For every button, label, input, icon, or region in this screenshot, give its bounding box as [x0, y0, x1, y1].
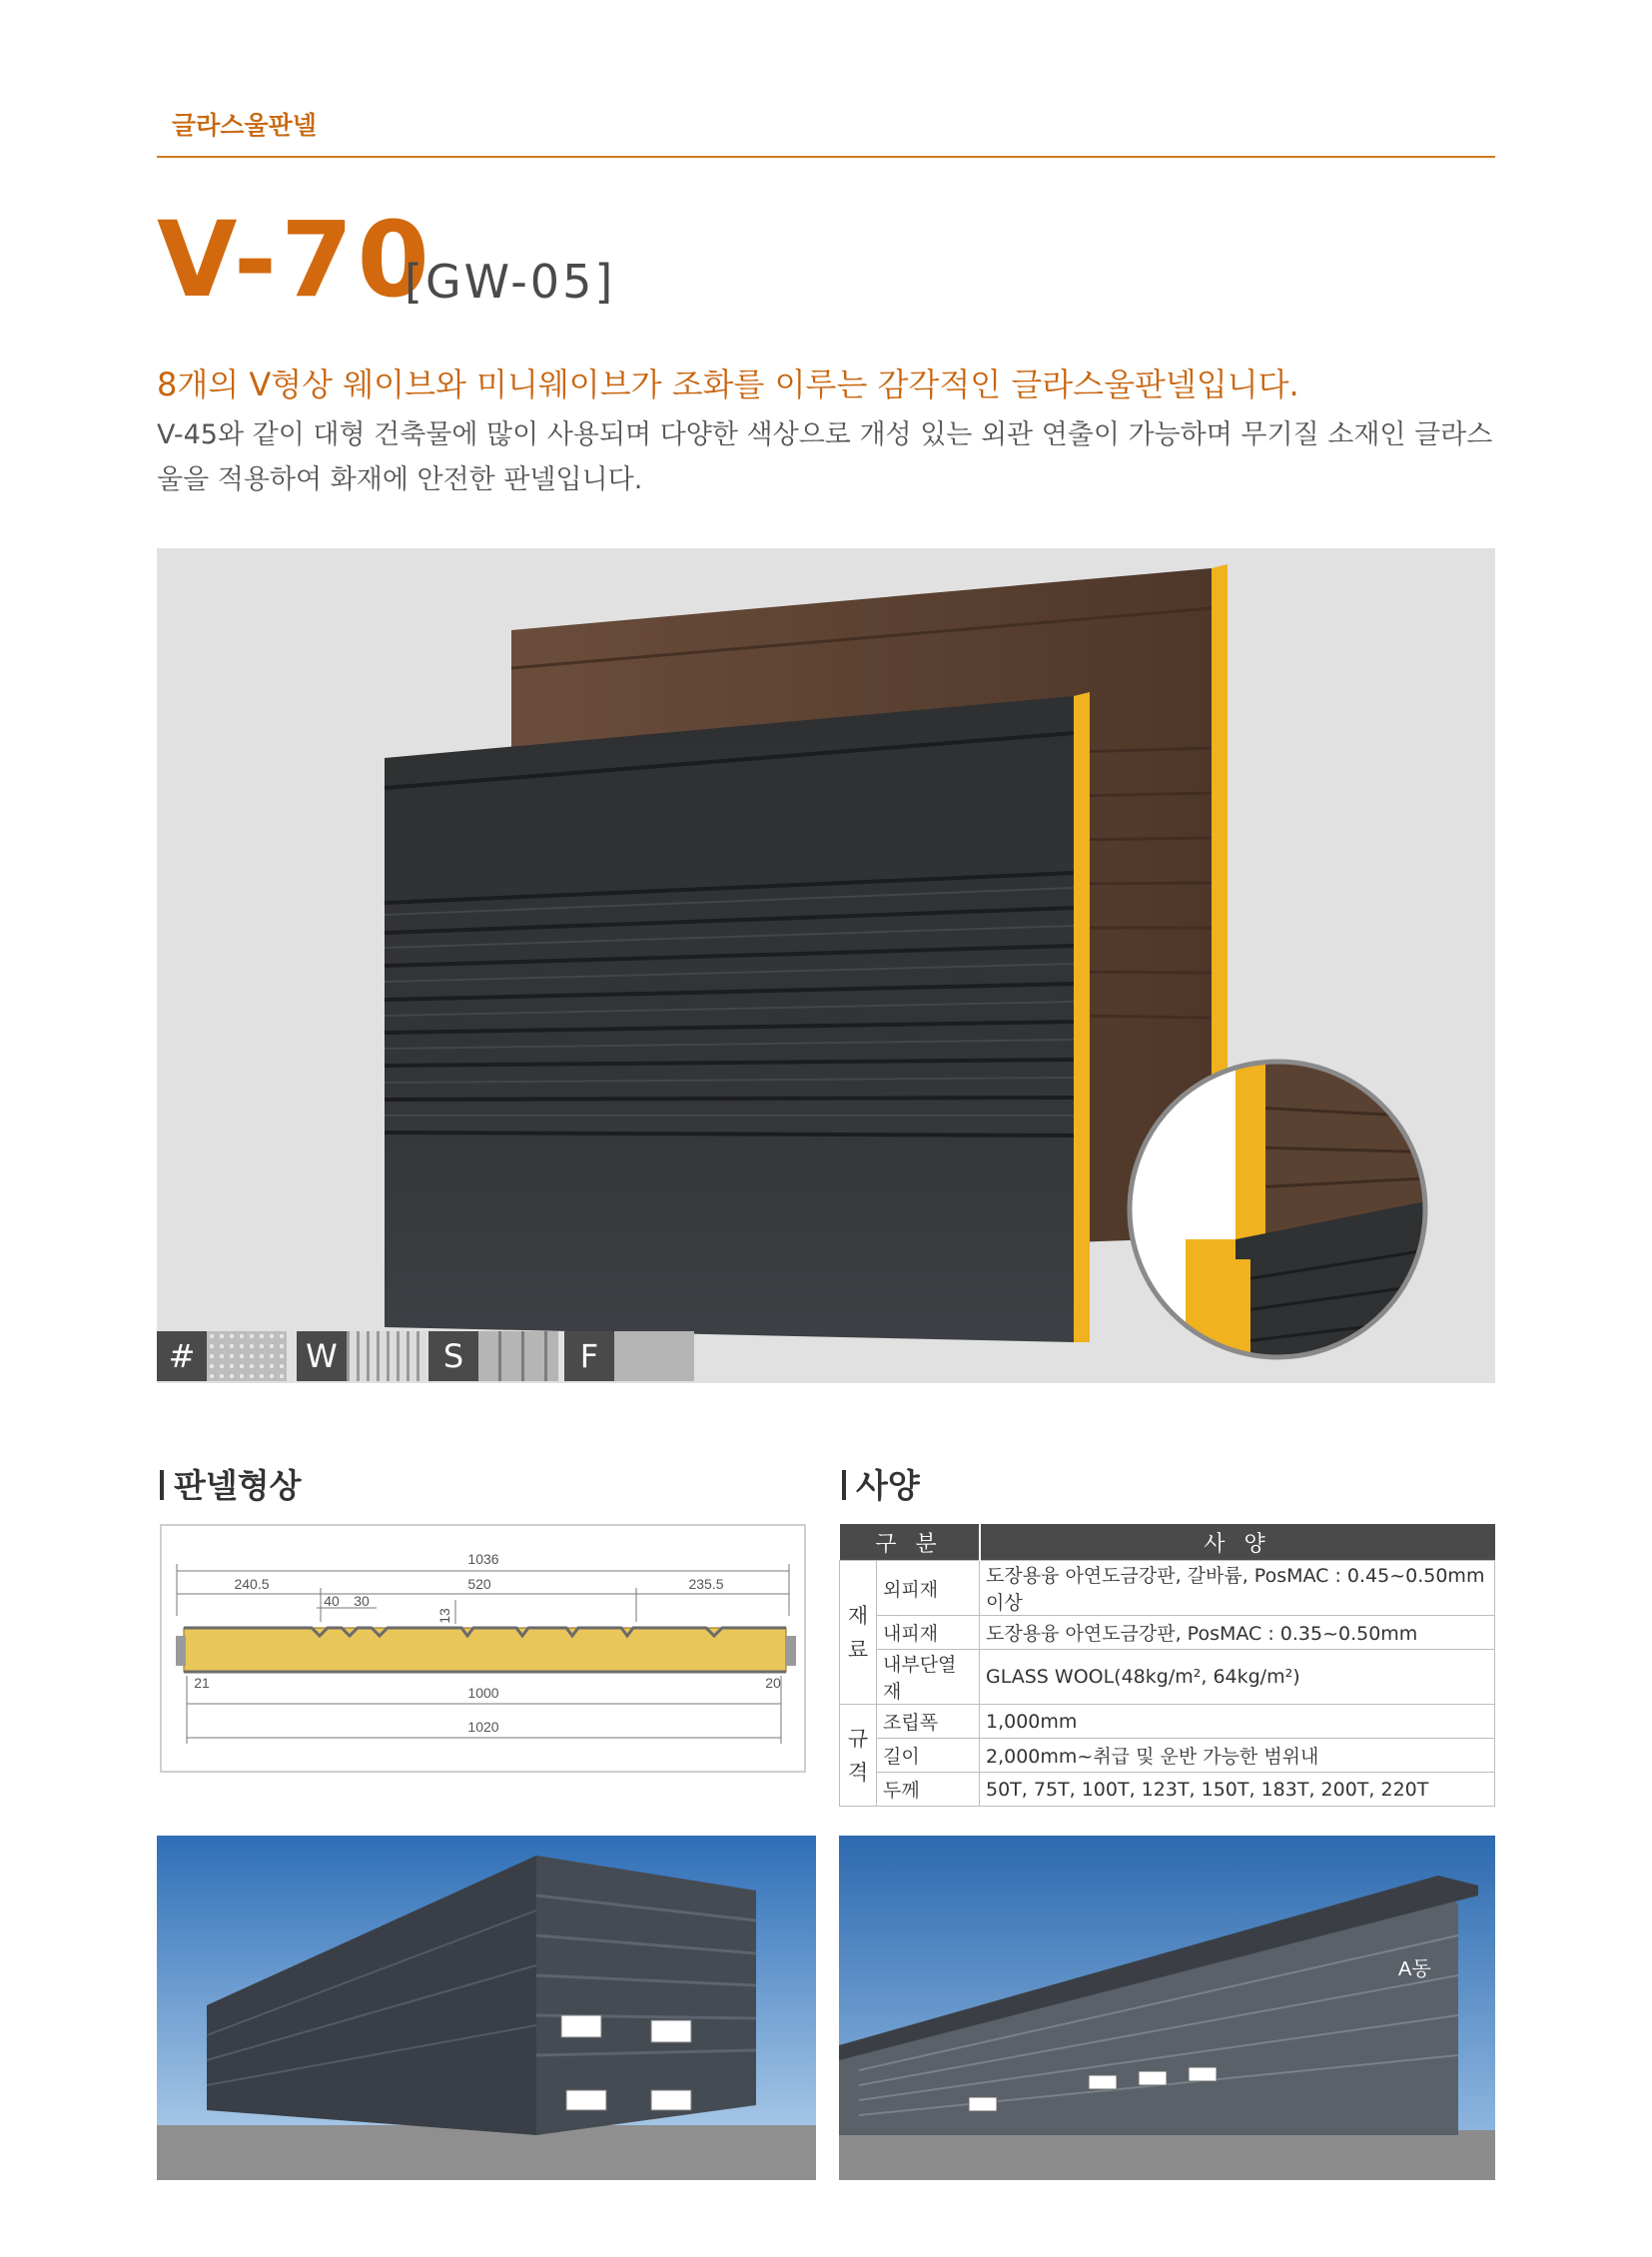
category-label: 글라스울판넬 — [172, 111, 317, 140]
dim-label: 1036 — [467, 1551, 499, 1567]
dim-label: 40 — [324, 1593, 340, 1609]
panel-render — [157, 548, 1495, 1383]
dim-label: 520 — [467, 1576, 491, 1592]
table-row — [840, 1561, 1495, 1616]
section-bar — [842, 1470, 846, 1500]
spec-value: 2,000mm~취급 및 운반 가능한 범위내 — [980, 1739, 1495, 1773]
finish-symbol: W — [297, 1331, 347, 1381]
spec-group-size: 규 격 — [840, 1705, 877, 1807]
finish-symbol: F — [564, 1331, 614, 1381]
finish-swatch-stripes — [478, 1331, 558, 1381]
building-sign: A동 — [1398, 1958, 1431, 1980]
dim-label: 1000 — [467, 1685, 499, 1701]
dim-label: 240.5 — [234, 1576, 270, 1592]
headline: 8개의 V형상 웨이브와 미니웨이브가 조화를 이루는 감각적인 글라스울판넬입니다. — [157, 366, 1299, 403]
finish-symbol: # — [157, 1331, 207, 1381]
dim-label: 235.5 — [688, 1576, 724, 1592]
finish-swatch-lines — [347, 1331, 426, 1381]
spec-title-text: 사양 — [856, 1466, 920, 1505]
dim-label: 1020 — [467, 1719, 499, 1735]
spec-value: GLASS WOOL(48kg/m², 64kg/m²) — [980, 1650, 1495, 1705]
spec-item: 내피재 — [877, 1616, 980, 1650]
spec-header-row — [840, 1524, 1495, 1561]
spec-item: 내부단열재 — [877, 1650, 980, 1705]
spec-group-material: 재 료 — [840, 1561, 877, 1705]
finish-swatch-flat — [614, 1331, 694, 1381]
spec-item: 두께 — [877, 1773, 980, 1807]
section-bar — [160, 1470, 164, 1500]
spec-section-title — [842, 1460, 920, 1507]
model-title: V-70 — [157, 199, 433, 321]
header-divider — [157, 156, 1495, 158]
dim-label: 13 — [436, 1608, 452, 1624]
spec-value: 도장용융 아연도금강판, 갈바륨, PosMAC : 0.45~0.50mm이상 — [980, 1561, 1495, 1616]
dim-label: 30 — [354, 1593, 370, 1609]
table-row — [840, 1616, 1495, 1650]
spec-header-category: 구 분 — [840, 1524, 980, 1561]
description: V-45와 같이 대형 건축물에 많이 사용되며 다양한 색상으로 개성 있는 외관 연출이 가능하며 무기질 소재인 글라스울을 적용하여 화재에 안전한 판넬입니다. — [157, 419, 1493, 495]
spec-item: 길이 — [877, 1739, 980, 1773]
table-row — [840, 1705, 1495, 1739]
spec-header-value: 사 양 — [980, 1524, 1495, 1561]
dim-label: 21 — [194, 1675, 210, 1691]
profile-title-text: 판넬형상 — [174, 1466, 302, 1505]
table-row — [840, 1650, 1495, 1705]
dim-label: 20 — [765, 1675, 781, 1691]
table-row — [840, 1773, 1495, 1807]
model-code: [GW-05] — [405, 255, 616, 309]
product-hero-image — [157, 548, 1495, 1383]
spec-table — [839, 1524, 1495, 1807]
building-photo-right — [839, 1836, 1495, 2180]
spec-item: 외피재 — [877, 1561, 980, 1616]
finish-swatch-dots — [207, 1331, 287, 1381]
table-row — [840, 1739, 1495, 1773]
spec-value: 도장용융 아연도금강판, PosMAC : 0.35~0.50mm — [980, 1616, 1495, 1650]
spec-item: 조립폭 — [877, 1705, 980, 1739]
profile-section-title — [160, 1460, 302, 1507]
spec-value: 50T, 75T, 100T, 123T, 150T, 183T, 200T, 220T — [980, 1773, 1495, 1807]
panel-profile-diagram — [160, 1524, 806, 1773]
finish-symbol: S — [428, 1331, 478, 1381]
spec-value: 1,000mm — [980, 1705, 1495, 1739]
building-photo-left — [157, 1836, 816, 2180]
